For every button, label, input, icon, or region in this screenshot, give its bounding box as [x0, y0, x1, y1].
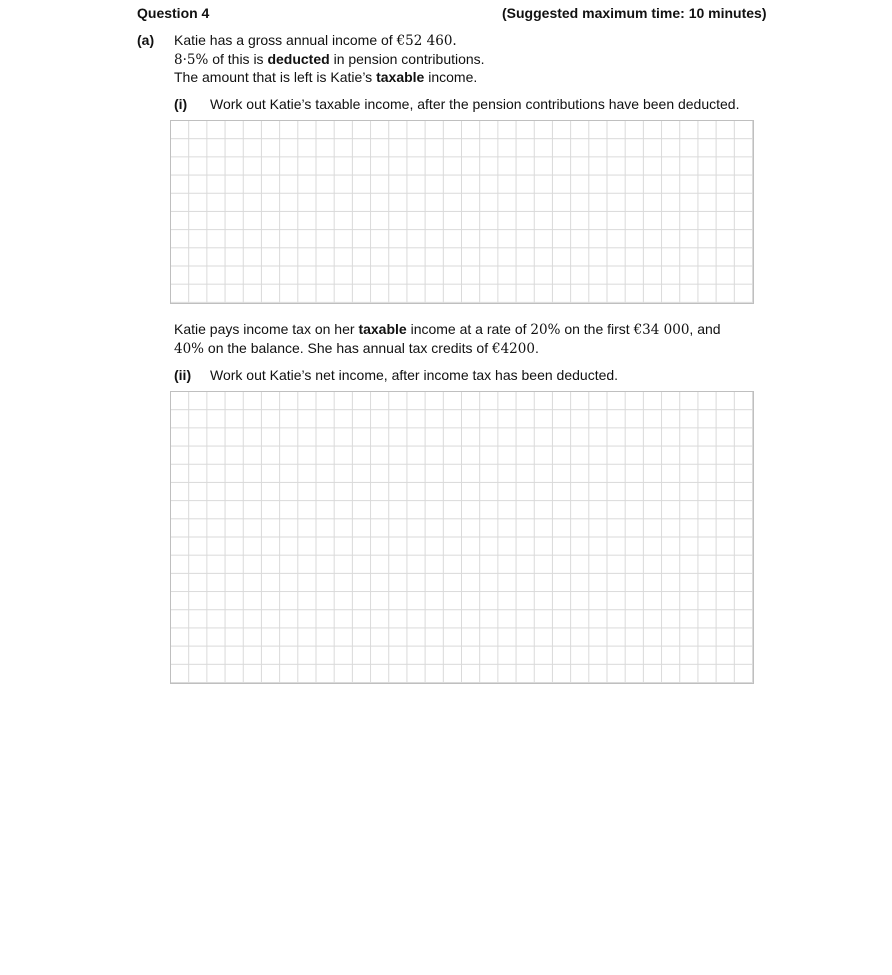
- part-a-line-3: [174, 68, 477, 86]
- tax-text-post: , and: [689, 321, 721, 337]
- gross-income-text: Katie has a gross annual income of: [174, 32, 397, 48]
- tax-credits: €4200: [492, 341, 535, 357]
- pension-rate-value: 8·5%: [174, 52, 209, 68]
- deducted-bold: deducted: [267, 51, 330, 67]
- part-a-label: (a): [137, 32, 155, 48]
- suggested-time: (Suggested maximum time: 10 minutes): [502, 5, 767, 21]
- tax-rate-2: 40%: [174, 341, 205, 357]
- part-i-label: (i): [174, 96, 188, 112]
- tax-text-mid2: on the first: [560, 321, 634, 337]
- pension-text-mid: of this is: [208, 51, 268, 67]
- tax-text-pre: Katie pays income tax on her: [174, 321, 359, 337]
- part-ii-question: Work out Katie’s net income, after income tax has been deducted.: [210, 367, 619, 383]
- tax-text-mid: income at a rate of: [406, 321, 531, 337]
- pension-text-post: in pension contributions.: [329, 51, 485, 67]
- part-a-line-1: [174, 31, 457, 50]
- taxable-bold: taxable: [376, 69, 425, 85]
- tax-text-post-2: .: [534, 340, 539, 356]
- part-i-question: Work out Katie’s taxable income, after the pension contributions have been deducted.: [210, 96, 740, 112]
- tax-info-line-1: [174, 320, 721, 339]
- taxable-text-post: income.: [424, 69, 478, 85]
- answer-grid-ii[interactable]: [170, 391, 754, 684]
- gross-income-value: €52 460.: [396, 33, 457, 49]
- part-ii-label: (ii): [174, 367, 192, 383]
- tax-text-mid-2: on the balance. She has annual tax credits of: [204, 340, 492, 356]
- tax-info-line-2: [174, 339, 539, 358]
- answer-grid-i[interactable]: [170, 120, 754, 304]
- taxable-text-pre: The amount that is left is Katie’s: [174, 69, 377, 85]
- question-title: Question 4: [137, 5, 210, 21]
- taxable-bold-2: taxable: [358, 321, 407, 337]
- tax-rate-1: 20%: [530, 322, 561, 338]
- part-a-line-2: [174, 50, 485, 69]
- tax-threshold: €34 000: [633, 322, 690, 338]
